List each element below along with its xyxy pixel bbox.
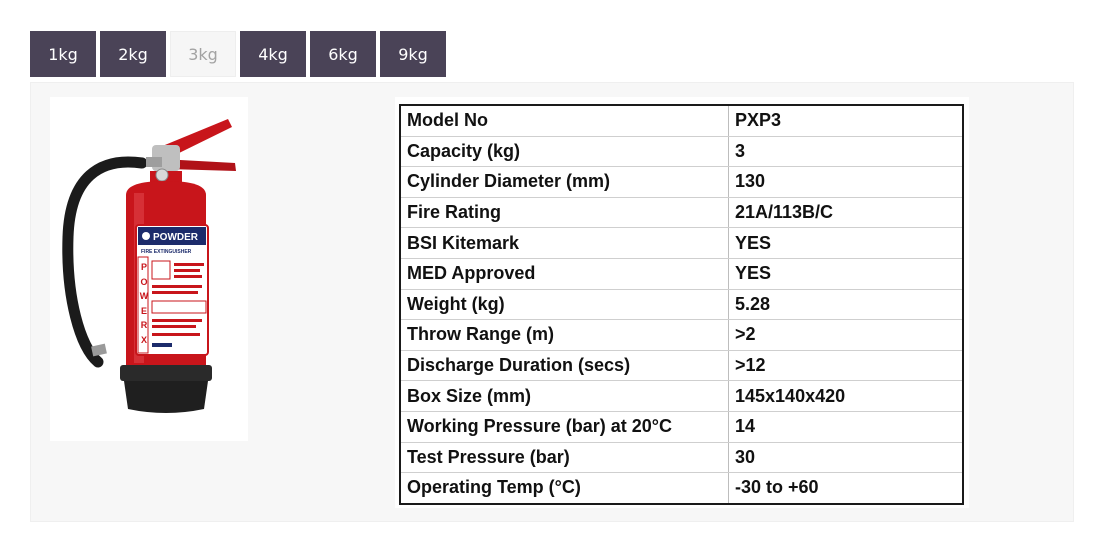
spec-row — [400, 289, 963, 320]
spec-value: -30 to +60 — [735, 477, 819, 498]
spec-value: >2 — [729, 320, 964, 351]
spec-value: 145x140x420 — [729, 381, 964, 412]
spec-key: Fire Rating — [400, 197, 729, 228]
spec-table-container — [395, 97, 969, 508]
tab-2kg[interactable]: 2kg — [100, 31, 166, 77]
spec-key: Cylinder Diameter (mm) — [400, 167, 729, 198]
spec-key: MED Approved — [400, 258, 729, 289]
spec-key: Discharge Duration (secs) — [400, 350, 729, 381]
spec-row — [400, 411, 963, 442]
spec-value: 14 — [729, 411, 964, 442]
spec-key: Capacity (kg) — [400, 136, 729, 167]
spec-row — [400, 167, 963, 198]
spec-row — [400, 320, 963, 351]
spec-row — [400, 442, 963, 473]
spec-row — [400, 228, 963, 259]
size-tabs — [30, 31, 446, 77]
spec-row — [400, 197, 963, 228]
tab-1kg[interactable]: 1kg — [30, 31, 96, 77]
spec-row — [400, 136, 963, 167]
spec-key: Test Pressure (bar) — [400, 442, 729, 473]
spec-table — [399, 104, 964, 505]
spec-key: Weight (kg) — [400, 289, 729, 320]
spec-row — [400, 258, 963, 289]
tab-3kg[interactable]: 3kg — [170, 31, 236, 77]
spec-row — [400, 473, 963, 504]
tab-9kg[interactable]: 9kg — [380, 31, 446, 77]
label-brand-text: POWDER — [153, 232, 198, 243]
spec-value: 30 — [729, 442, 964, 473]
spec-key: Model No — [400, 105, 729, 136]
spec-value: YES — [729, 258, 964, 289]
spec-value: >12 — [729, 350, 964, 381]
fire-extinguisher-illustration — [50, 97, 248, 441]
tab-4kg[interactable]: 4kg — [240, 31, 306, 77]
tab-content-panel — [30, 82, 1074, 522]
spec-value: 3 — [729, 136, 964, 167]
spec-value: YES — [729, 228, 964, 259]
vertical-brand-text: POWERX — [139, 262, 149, 345]
spec-key: Working Pressure (bar) at 20°C — [400, 411, 729, 442]
spec-value: 130 — [729, 167, 964, 198]
spec-key: Box Size (mm) — [400, 381, 729, 412]
spec-row — [400, 350, 963, 381]
label-sub-text: FIRE EXTINGUISHER — [141, 249, 192, 255]
spec-row — [400, 381, 963, 412]
tab-6kg[interactable]: 6kg — [310, 31, 376, 77]
spec-key: Operating Temp (°C) — [400, 473, 729, 504]
spec-row — [400, 105, 963, 136]
spec-value: 5.28 — [729, 289, 964, 320]
product-image — [50, 97, 248, 441]
spec-value: 21A/113B/C — [729, 197, 964, 228]
spec-key: Throw Range (m) — [400, 320, 729, 351]
spec-value: PXP3 — [729, 105, 964, 136]
spec-key: BSI Kitemark — [400, 228, 729, 259]
